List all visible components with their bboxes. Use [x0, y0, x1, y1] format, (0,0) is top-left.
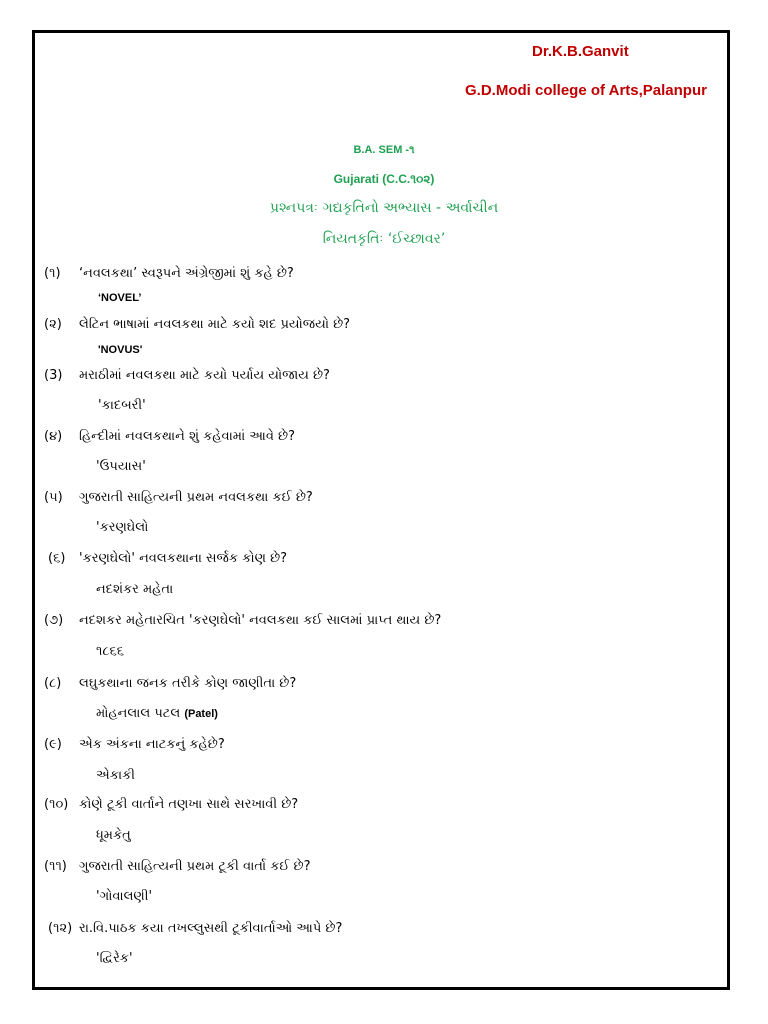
answer-text: નદશંકર મહેતા	[96, 582, 174, 597]
question-number: (૮)	[44, 676, 62, 691]
question-number: (૧૨)	[48, 921, 73, 936]
question-text: એક અંકના નાટકનું કહેછે?	[79, 737, 225, 752]
paper-title: પ્રશ્નપત્રઃ ગદ્યકૃતિનો અભ્યાસ - અર્વાચીન	[269, 200, 499, 216]
answer-text: 'કરણઘેલો	[96, 520, 149, 535]
answer-text: એકાકી	[96, 768, 135, 783]
question-text: લઘુકથાના જનક તરીકે કોણ જાણીતા છે?	[79, 676, 297, 691]
answer-text: 'કાદબરી'	[98, 398, 146, 413]
answer-text: 'ઉપયાસ'	[96, 459, 146, 474]
question-text: કોણે ટૂકી વાર્તાને તણખા સાથે સરખાવી છે?	[79, 797, 299, 812]
answer-text-gujarati: મોહનલાલ પટલ	[96, 706, 181, 721]
answer-text-latin: (Patel)	[184, 708, 218, 720]
question-text: હિન્દીમાં નવલકથાને શું કહેવામાં આવે છે?	[79, 429, 296, 444]
question-text: લેટિન ભાષામાં નવલકથા માટે કયો શદ પ્રયોજયો છે?	[79, 317, 351, 332]
answer-text: ‘NOVEL’	[98, 292, 142, 304]
question-text: નદશકર મહેતારચિત 'કરણઘેલો' નવલકથા કઈ સાલમાં પ્રાપ્ત થાય છે?	[79, 613, 442, 628]
prescribed-text-title: નિયતકૃતિઃ ‘ઈચ્છાવર’	[322, 231, 446, 247]
semester-title: B.A. SEM -૧	[353, 144, 415, 156]
answer-text: 'દ્વિરેક'	[96, 951, 133, 966]
question-number: (3)	[44, 368, 63, 383]
question-text: ગુજરાતી સાહિત્યની પ્રથમ ટૂકી વાર્તા કઈ છે?	[79, 859, 311, 874]
question-number: (૯)	[44, 737, 62, 752]
question-text: 'કરણઘેલો' નવલકથાના સર્જક કોણ છે?	[79, 551, 288, 566]
answer-text	[96, 706, 218, 721]
question-number: (૭)	[44, 613, 64, 628]
question-text: ‘નવલકથા’ સ્વરૂપને અંગ્રેજીમાં શું કહે છે?	[79, 266, 294, 281]
answer-text: 'ગોવાલણી'	[96, 889, 153, 904]
question-number: (૧૧)	[44, 859, 67, 874]
college-name: G.D.Modi college of Arts,Palanpur	[465, 82, 707, 99]
answer-text: ૧૮૬૬	[96, 644, 125, 659]
question-text: ગુજરાતી સાહિત્યની પ્રથમ નવલકથા કઈ છે?	[79, 490, 313, 505]
answer-text: ધૂમકેતુ	[96, 828, 131, 843]
author-name: Dr.K.B.Ganvit	[532, 43, 629, 60]
question-text: મરાઠીમાં નવલકથા માટે કયો પર્યાય યોજાય છે?	[79, 368, 330, 383]
question-number: (૨)	[44, 317, 62, 332]
question-number: (૧)	[44, 266, 61, 281]
question-text: રા.વિ.પાઠક કયા તખલ્લુસથી ટૂકીવાર્તાઓ આપે છે?	[79, 921, 343, 936]
question-number: (૫)	[44, 490, 63, 505]
answer-text: 'NOVUS'	[98, 344, 143, 356]
question-number: (૬)	[48, 551, 66, 566]
question-number: (૧૦)	[44, 797, 69, 812]
question-number: (૪)	[44, 429, 63, 444]
subject-title: Gujarati (C.C.૧૦૨)	[333, 172, 435, 186]
